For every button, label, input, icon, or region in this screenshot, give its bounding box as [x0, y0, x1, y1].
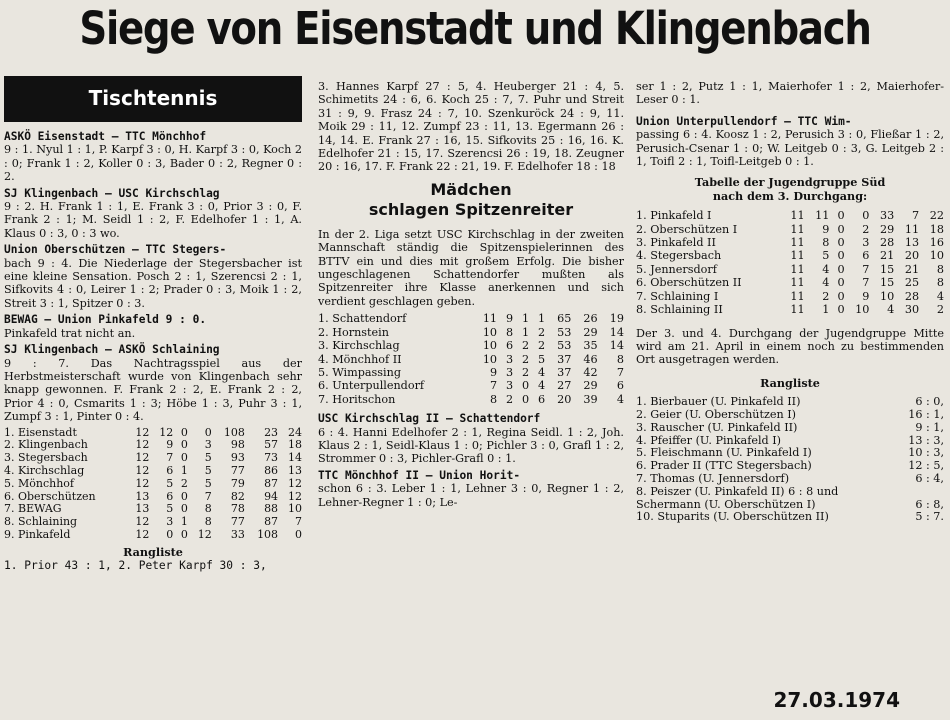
league-table-1 — [4, 427, 302, 542]
team-cell: 2. Hornstein — [318, 325, 389, 339]
stat-cell: 0 — [837, 249, 845, 263]
stat-cell: 87 — [264, 476, 279, 490]
stat-cell: 19 — [609, 312, 624, 326]
table-row — [318, 312, 624, 325]
rangliste-row — [636, 396, 944, 409]
team-cell: 9. Pinkafeld — [4, 527, 71, 541]
team-cell: 2. Geier (U. Oberschützen I) — [636, 407, 797, 421]
stat-cell: 9 — [822, 222, 830, 236]
team-cell: 2. Klingenbach — [4, 438, 88, 452]
match-report: 9 : 7. Das Nachtragsspiel aus der Herbstmeisterschaft wurde von Klingenbach sehr knapp gewonnen. F. Frank 2 : 2, E. Frank 2 : 2, Prior 4 : 0, Csmarits 1 : 3; Höbe 1 : 3, Puhr 3 : 1, Zumpf 3 : 1, Pinter 0 : 4. — [4, 356, 302, 424]
team-cell: 1. Eisenstadt — [4, 425, 77, 439]
stat-cell: 6 : 8, — [915, 497, 944, 511]
table-row — [636, 303, 944, 316]
stat-cell: 94 — [264, 489, 279, 503]
table-row — [4, 516, 302, 529]
match-report: schon 6 : 3. Leber 1 : 1, Lehner 3 : 0, Regner 1 : 2, Lehner-Regner 1 : 0; Le- — [318, 482, 624, 509]
stat-cell: 6 — [166, 463, 174, 477]
stat-cell: 7 — [616, 365, 624, 379]
stat-cell: 33 — [880, 209, 895, 223]
rangliste-row — [636, 409, 944, 422]
stat-cell: 37 — [557, 365, 572, 379]
stat-cell: 8 — [505, 325, 514, 339]
stat-cell: 10 — [929, 249, 944, 263]
stat-cell: 1 — [180, 463, 188, 477]
stat-cell: 8 — [936, 276, 944, 290]
youth-rangliste — [636, 396, 944, 524]
stat-cell: 2 — [521, 339, 530, 353]
stat-cell: 4 — [616, 392, 624, 406]
stat-cell: 0 — [862, 209, 870, 223]
stat-cell: 4 — [887, 303, 895, 317]
story-text: In der 2. Liga setzt USC Kirchschlag in der zweiten Mannschaft ständig die Spitzenspielerinnen des BTTV ein und dies mit großem Erfolg. Die bisher ungeschlagenen Schattendorfer mußten als Spitzenreiter ihre Klasse anerkennen und sich verdient geschlagen geben. — [318, 227, 624, 308]
stat-cell: 3 — [505, 352, 514, 366]
column-3 — [636, 80, 944, 524]
stat-cell: 9 — [505, 312, 514, 326]
story-headline-line1: Mädchen — [430, 179, 512, 199]
stat-cell: 8 — [489, 392, 498, 406]
team-cell: 4. Mönchhof II — [318, 352, 402, 366]
stat-cell: 28 — [880, 236, 895, 250]
stat-cell: 10 — [855, 303, 870, 317]
table-row — [318, 326, 624, 339]
stat-cell: 28 — [904, 289, 920, 303]
stat-cell: 12 — [159, 425, 174, 439]
match-report: 6 : 4. Hanni Edelhofer 2 : 1, Regina Seidl. 1 : 2, Joh. Klaus 2 : 1, Seidl-Klaus 1 : 0; Pichler 3 : 0, Grafl 1 : 2, Strommer 0 : 3, Pichler-Grafl 0 : 1. — [318, 425, 624, 466]
stat-cell: 37 — [557, 352, 572, 366]
team-cell: 4. Stegersbach — [636, 249, 722, 263]
stat-cell: 0 — [180, 502, 188, 516]
story-headline-line2: schlagen Spitzenreiter — [368, 199, 574, 219]
table-row — [4, 452, 302, 465]
stat-cell: 11 — [790, 289, 805, 303]
stat-cell: 24 — [288, 425, 302, 439]
stat-cell: 3 — [204, 438, 212, 452]
stat-cell: 12 — [135, 425, 150, 439]
stat-cell: 11 — [790, 262, 805, 276]
stat-cell: 6 — [537, 392, 546, 406]
stat-cell: 21 — [904, 262, 920, 276]
stat-cell: 18 — [288, 438, 302, 452]
stat-cell: 5 — [204, 476, 212, 490]
stat-cell: 3 — [862, 236, 870, 250]
stat-cell: 0 — [837, 236, 845, 250]
stat-cell: 6 — [166, 489, 174, 503]
stat-cell: 0 — [180, 451, 188, 465]
stat-cell: 93 — [230, 451, 245, 465]
stat-cell: 13 — [135, 502, 150, 516]
stat-cell: 1 — [822, 303, 830, 317]
stat-cell: 1 — [180, 515, 188, 529]
stat-cell: 13 — [288, 463, 302, 477]
team-cell: 2. Oberschützen I — [636, 222, 738, 236]
stat-cell: 46 — [583, 352, 598, 366]
stat-cell: 4 — [936, 289, 944, 303]
table-row — [318, 379, 624, 392]
team-cell: 4. Kirchschlag — [4, 463, 85, 477]
stat-cell: 6 : 4, — [915, 471, 944, 485]
stat-cell: 11 — [790, 222, 805, 236]
match-report: bach 9 : 4. Die Niederlage der Stegersbacher ist eine kleine Sensation. Posch 2 : 1, Szerencsi 2 : 1, Sifkovits 4 : 0, Leirer 1 : 2; Prader 0 : 3, Moik 1 : 2, Streit 3 : 1, Spitzer 0 : 3. — [4, 256, 302, 310]
rangliste-row — [636, 473, 944, 486]
stat-cell: 9 — [166, 438, 174, 452]
stat-cell: 1 — [521, 312, 530, 326]
stat-cell: 11 — [790, 276, 805, 290]
stat-cell: 18 — [929, 222, 944, 236]
stat-cell: 35 — [583, 339, 598, 353]
stat-cell: 10 — [482, 325, 498, 339]
stat-cell: 4 — [537, 379, 546, 393]
stat-cell: 11 — [904, 222, 920, 236]
stat-cell: 39 — [583, 392, 598, 406]
stat-cell: 15 — [880, 276, 895, 290]
team-cell: 3. Pinkafeld II — [636, 236, 716, 250]
stat-cell: 0 — [837, 222, 845, 236]
match-report: Pinkafeld trat nicht an. — [4, 326, 136, 340]
table-row — [636, 249, 944, 262]
stat-cell: 11 — [815, 209, 830, 223]
team-cell: 5. Fleischmann (U. Pinkafeld I) — [636, 446, 812, 460]
rangliste-text: 1. Prior 43 : 1, 2. Peter Karpf 30 : 3, — [4, 559, 267, 573]
stat-cell: 2 — [180, 476, 188, 490]
stat-cell: 4 — [537, 365, 546, 379]
stat-cell: 16 — [929, 236, 944, 250]
stat-cell: 8 — [204, 515, 212, 529]
stat-cell — [893, 486, 944, 499]
rangliste-row — [636, 486, 944, 499]
stat-cell: 0 — [166, 527, 174, 541]
stat-cell: 26 — [583, 312, 598, 326]
stat-cell: 10 — [482, 352, 498, 366]
table-row — [636, 263, 944, 276]
table-row — [318, 393, 624, 406]
match-heading: Union Oberschützen — TTC Stegers- — [4, 243, 227, 257]
stat-cell: 6 — [505, 339, 514, 353]
stat-cell: 6 : 0, — [915, 395, 944, 409]
stat-cell: 5 — [166, 502, 174, 516]
stat-cell: 13 : 3, — [908, 433, 944, 447]
stat-cell: 0 — [295, 527, 302, 541]
headline: Siege von Eisenstadt und Klingenbach — [79, 2, 871, 55]
column-1 — [4, 74, 302, 576]
stat-cell: 73 — [264, 451, 279, 465]
team-cell: 1. Pinkafeld I — [636, 209, 712, 223]
stat-cell: 12 — [135, 451, 150, 465]
team-cell: 3. Kirchschlag — [318, 339, 400, 353]
stat-cell: 11 — [790, 303, 805, 317]
match-report: 9 : 1. Nyul 1 : 1, P. Karpf 3 : 0, H. Karpf 3 : 0, Koch 2 : 0; Frank 1 : 2, Koller 0 : 3, Bader 0 : 2, Regner 0 : 2. — [4, 143, 303, 184]
stat-cell: 65 — [557, 312, 572, 326]
stat-cell: 9 — [489, 365, 498, 379]
team-cell: 7. Thomas (U. Jennersdorf) — [636, 471, 790, 485]
stat-cell: 8 — [936, 262, 944, 276]
stat-cell: 82 — [230, 489, 245, 503]
team-cell: 8. Schlaining — [4, 515, 78, 529]
youth-table-heading-1: Tabelle der Jugendgruppe Süd — [694, 175, 886, 190]
stat-cell: 11 — [790, 209, 805, 223]
table-row — [4, 465, 302, 478]
stat-cell: 98 — [230, 438, 245, 452]
stat-cell: 12 — [135, 476, 150, 490]
stat-cell: 2 — [521, 352, 530, 366]
team-cell: 6. Oberschützen — [4, 489, 96, 503]
team-cell: 6. Oberschützen II — [636, 276, 742, 290]
stat-cell: 8 — [822, 236, 830, 250]
stat-cell: 12 — [135, 515, 150, 529]
stat-cell: 3 — [505, 365, 514, 379]
stat-cell: 5 — [166, 476, 174, 490]
stat-cell: 0 — [521, 392, 530, 406]
table-row — [318, 339, 624, 352]
stat-cell: 23 — [264, 425, 279, 439]
stat-cell: 87 — [264, 515, 279, 529]
stat-cell: 6 — [616, 379, 624, 393]
stat-cell: 11 — [790, 249, 805, 263]
column-2 — [318, 80, 624, 512]
stat-cell: 2 — [521, 365, 530, 379]
stat-cell: 7 — [862, 262, 870, 276]
stat-cell: 7 — [204, 489, 212, 503]
match-report-continuation: ser 1 : 2, Putz 1 : 1, Maierhofer 1 : 2, Maierhofer-Leser 0 : 1. — [636, 80, 944, 107]
date-stamp: 27.03.1974 — [773, 688, 900, 712]
stat-cell: 7 — [166, 451, 174, 465]
team-cell: 6. Prader II (TTC Stegersbach) — [636, 459, 812, 473]
stat-cell: 53 — [557, 339, 572, 353]
table-row — [318, 353, 624, 366]
team-cell: 7. Schlaining I — [636, 289, 719, 303]
team-cell: 3. Stegersbach — [4, 451, 88, 465]
team-cell: 5. Jennersdorf — [636, 262, 717, 276]
team-cell: 10. Stuparits (U. Oberschützen II) — [636, 510, 829, 524]
table-row — [318, 366, 624, 379]
stat-cell: 12 — [135, 438, 150, 452]
stat-cell: 6 — [862, 249, 870, 263]
team-cell: 6. Unterpullendorf — [318, 379, 425, 393]
stat-cell: 7 — [862, 276, 870, 290]
stat-cell: 5 — [822, 249, 830, 263]
stat-cell: 0 — [837, 209, 845, 223]
rangliste-row — [636, 422, 944, 435]
stat-cell: 5 — [204, 451, 212, 465]
stat-cell: 21 — [880, 249, 895, 263]
stat-cell: 1 — [537, 312, 546, 326]
stat-cell: 4 — [822, 262, 830, 276]
stat-cell: 0 — [837, 289, 845, 303]
team-cell: 7. BEWAG — [4, 502, 62, 516]
stat-cell: 0 — [837, 262, 845, 276]
stat-cell: 30 — [904, 303, 920, 317]
stat-cell: 29 — [583, 379, 598, 393]
stat-cell: 12 — [197, 527, 212, 541]
stat-cell: 12 — [135, 463, 150, 477]
stat-cell: 0 — [180, 527, 188, 541]
stat-cell: 13 — [904, 236, 920, 250]
team-cell: 7. Horitschon — [318, 392, 396, 406]
stat-cell: 0 — [204, 425, 212, 439]
team-cell: 5. Mönchhof — [4, 476, 74, 490]
table-row — [4, 478, 302, 491]
match-heading: SJ Klingenbach — USC Kirchschlag — [4, 186, 220, 200]
stat-cell: 9 — [862, 289, 870, 303]
stat-cell: 78 — [230, 502, 245, 516]
stat-cell: 9 : 1, — [915, 420, 944, 434]
team-cell: 4. Pfeiffer (U. Pinkafeld I) — [636, 433, 782, 447]
stat-cell: 77 — [230, 515, 245, 529]
match-report: 9 : 2. H. Frank 1 : 1, E. Frank 3 : 0, Prior 3 : 0, F. Frank 2 : 1; M. Seidl 1 : 2, F. Edelhofer 1 : 1, A. Klaus 0 : 3, 0 : 3 wo. — [4, 200, 302, 240]
stat-cell: 8 — [204, 502, 212, 516]
stat-cell: 15 — [880, 262, 895, 276]
match-heading: TTC Mönchhof II — Union Horit- — [318, 468, 521, 482]
stat-cell: 3 — [166, 515, 174, 529]
youth-table-heading-2: nach dem 3. Durchgang: — [712, 188, 868, 203]
match-heading: USC Kirchschlag II — Schattendorf — [318, 412, 541, 426]
stat-cell: 0 — [521, 379, 530, 393]
stat-cell: 0 — [837, 303, 845, 317]
rangliste-row — [636, 511, 944, 524]
stat-cell: 0 — [180, 438, 188, 452]
stat-cell: 0 — [180, 425, 188, 439]
stat-cell: 29 — [583, 325, 598, 339]
rangliste-heading: Rangliste — [760, 375, 820, 390]
table-row — [636, 223, 944, 236]
youth-table — [636, 209, 944, 316]
stat-cell: 14 — [609, 339, 624, 353]
stat-cell: 0 — [837, 276, 845, 290]
stat-cell: 5 — [204, 463, 212, 477]
stat-cell: 12 — [135, 527, 150, 541]
stat-cell: 11 — [790, 236, 805, 250]
stat-cell: 12 — [288, 489, 302, 503]
stat-cell: 8 — [616, 352, 624, 366]
stat-cell: 16 : 1, — [908, 407, 944, 421]
table-row — [636, 276, 944, 289]
stat-cell: 2 — [862, 222, 870, 236]
stat-cell: 2 — [822, 289, 830, 303]
stat-cell: 4 — [822, 276, 830, 290]
stat-cell: 86 — [264, 463, 279, 477]
stat-cell: 7 — [911, 209, 920, 223]
youth-note: Der 3. und 4. Durchgang der Jugendgruppe Mitte wird am 21. April in einem noch zu bestimmenden Ort ausgetragen werden. — [636, 326, 944, 367]
stat-cell: 108 — [257, 527, 279, 541]
stat-cell: 88 — [264, 502, 279, 516]
team-cell: Schermann (U. Oberschützen I) — [636, 497, 816, 511]
stat-cell: 5 — [537, 352, 546, 366]
stat-cell: 0 — [180, 489, 188, 503]
stat-cell: 42 — [583, 365, 598, 379]
stat-cell: 7 — [489, 379, 498, 393]
stat-cell: 5 : 7. — [915, 510, 944, 524]
stat-cell: 79 — [230, 476, 245, 490]
table-row — [636, 290, 944, 303]
stat-cell: 3 — [505, 379, 514, 393]
table-row — [4, 529, 302, 542]
stat-cell: 20 — [904, 249, 920, 263]
table-row — [636, 236, 944, 249]
stat-cell: 12 — [288, 476, 302, 490]
match-heading: SJ Klingenbach — ASKÖ Schlaining — [4, 343, 220, 357]
team-cell: 1. Schattendorf — [318, 312, 407, 326]
stat-cell: 10 — [880, 289, 895, 303]
section-banner: Tischtennis — [4, 76, 302, 122]
rangliste-heading: Rangliste — [123, 544, 183, 559]
rangliste-row — [636, 460, 944, 473]
team-cell: 8. Schlaining II — [636, 303, 723, 317]
stat-cell: 33 — [230, 527, 245, 541]
team-cell: 5. Wimpassing — [318, 365, 401, 379]
stat-cell: 57 — [264, 438, 279, 452]
stat-cell: 2 — [505, 392, 514, 406]
stat-cell: 10 — [288, 502, 302, 516]
league-table-2 — [318, 312, 624, 406]
team-cell: 3. Rauscher (U. Pinkafeld II) — [636, 420, 798, 434]
stat-cell: 14 — [288, 451, 302, 465]
stat-cell: 7 — [295, 515, 302, 529]
stat-cell: 108 — [223, 425, 245, 439]
stat-cell: 2 — [936, 303, 944, 317]
match-heading: ASKÖ Eisenstadt — TTC Mönchhof — [4, 130, 207, 143]
stat-cell: 14 — [609, 325, 624, 339]
stat-cell: 10 — [482, 339, 498, 353]
stat-cell: 13 — [135, 489, 150, 503]
table-row — [636, 209, 944, 222]
stat-cell: 27 — [557, 379, 572, 393]
stat-cell: 20 — [557, 392, 572, 406]
stat-cell: 11 — [482, 312, 498, 326]
story-headline — [318, 180, 624, 220]
stat-cell: 25 — [904, 276, 920, 290]
rangliste-continuation: 3. Hannes Karpf 27 : 5, 4. Heuberger 21 : 4, 5. Schimetits 24 : 6, 6. Koch 25 : 7, 7. Puhr und Streit 31 : 9, 9. Frasz 24 : 7, 10. Szenkuröck 24 : 9, 11. Moik 29 : 11, 12. Zumpf 23 : 11, 13. Egermann 26 : 14, 14. E. Frank 27 : 16, 15. Sifkovits 25 : 16, 16. K. Edelhofer 21 : 15, 17. Szerencsi 26 : 19, 18. Zeugner 20 : 16, 17. F. Frank 22 : 21, 19. F. Edelhofer 18 : 18 — [318, 80, 624, 174]
stat-cell: 29 — [880, 222, 895, 236]
stat-cell: 12 : 5, — [908, 459, 944, 473]
stat-cell: 77 — [230, 463, 245, 477]
match-heading: BEWAG — Union Pinkafeld 9 : 0. — [4, 313, 207, 327]
team-cell: 8. Peiszer (U. Pinkafeld II) 6 : 8 und — [636, 484, 839, 498]
match-heading: Union Unterpullendorf — TTC Wim- — [636, 114, 852, 128]
stat-cell: 10 : 3, — [908, 446, 944, 460]
match-report: passing 6 : 4. Koosz 1 : 2, Perusich 3 : 0, Fließar 1 : 2, Perusich-Csenar 1 : 0; W. Leitgeb 0 : 3, G. Leitgeb 2 : 1, Toifl 2 : 1, Toifl-Leitgeb 0 : 1. — [636, 128, 944, 169]
stat-cell: 53 — [557, 325, 572, 339]
stat-cell: 2 — [537, 325, 546, 339]
stat-cell: 22 — [929, 209, 944, 223]
stat-cell: 1 — [521, 325, 530, 339]
stat-cell: 2 — [537, 339, 546, 353]
team-cell: 1. Bierbauer (U. Pinkafeld II) — [636, 395, 801, 409]
